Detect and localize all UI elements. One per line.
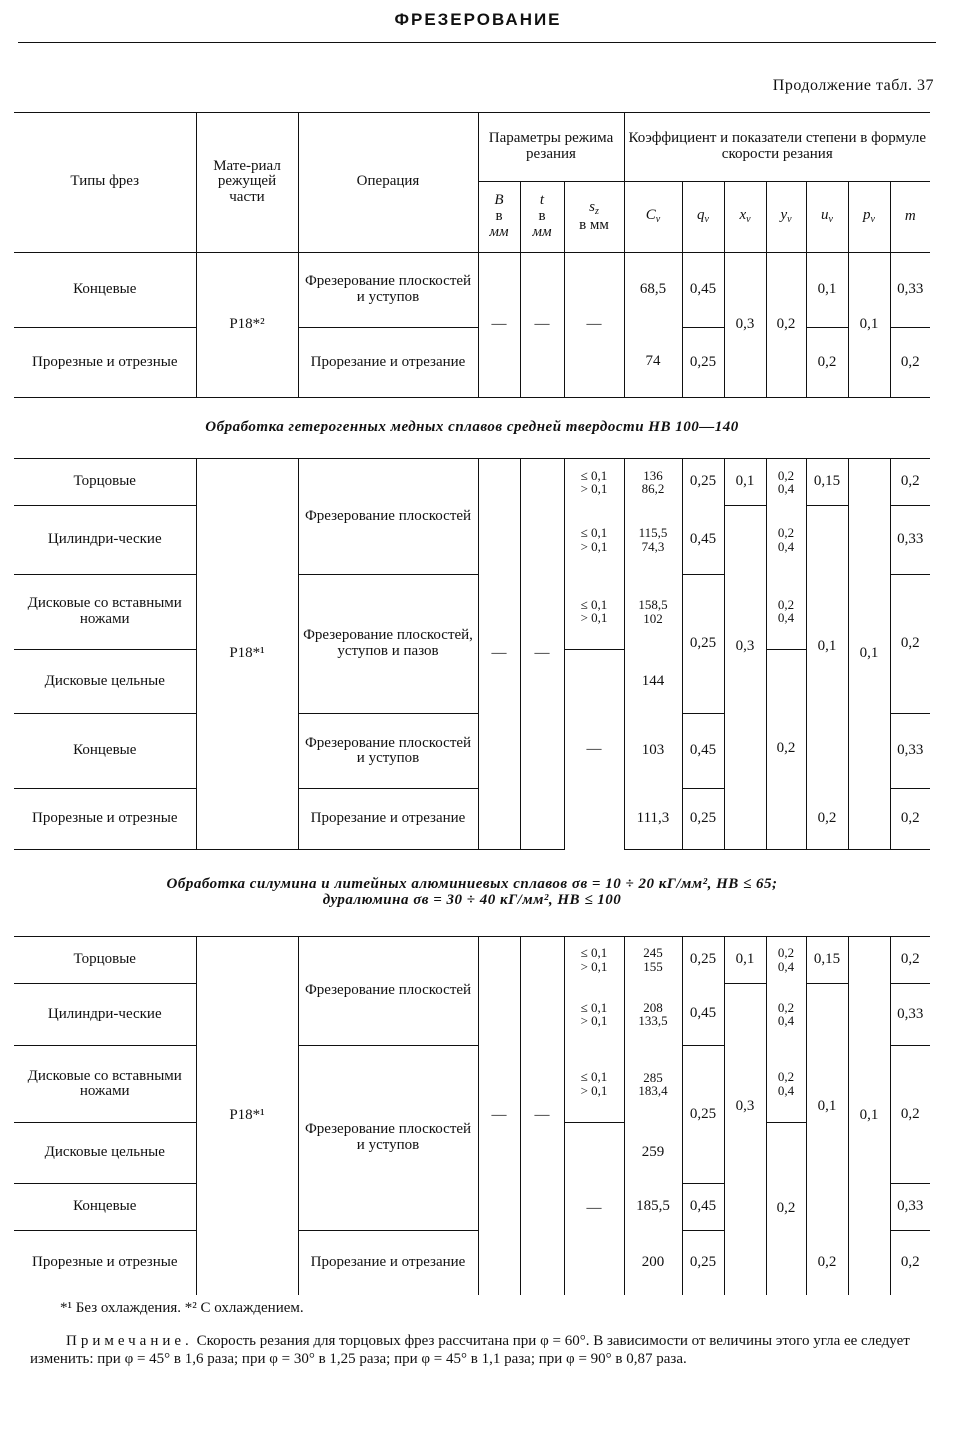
s1-row1-uv: 0,1 — [806, 252, 848, 327]
s2-r5-type: Концевые — [14, 714, 196, 789]
footnotes: *¹ Без охлаждения. *² С охлаждением. — [60, 1300, 304, 1316]
s3-r1-m: 0,2 — [890, 937, 930, 984]
s3-r2-type: Цилиндри-ческие — [14, 983, 196, 1046]
col-operation: Операция — [298, 113, 478, 253]
note-label: Примечание. — [66, 1333, 193, 1349]
s3-r6-type: Прорезные и отрезные — [14, 1230, 196, 1295]
s2-op-ledges: Фрезерование плоскостей и уступов — [298, 714, 478, 789]
s1-row2-type: Прорезные и отрезные — [14, 327, 196, 398]
s2-r6-qv: 0,25 — [682, 789, 724, 850]
s3-title-line2: дуралюмина σв = 30 ÷ 40 кГ/мм², НВ ≤ 100 — [322, 891, 622, 908]
s3-r1-yv: 0,2 0,4 — [766, 937, 806, 984]
s2-op-grooves: Фрезерование плоскостей, уступов и пазов — [298, 574, 478, 714]
s1-xv: 0,3 — [724, 252, 766, 398]
s2-title: Обработка гетерогенных медных сплавов средней твердости НВ 100—140 — [14, 398, 930, 459]
s2-r2-Cv: 115,5 74,3 — [624, 505, 682, 574]
s3-r2-yv: 0,2 0,4 — [766, 983, 806, 1046]
page-header: ФРЕЗЕРОВАНИЕ — [394, 10, 562, 29]
s1-row2-qv: 0,25 — [682, 327, 724, 398]
note-text: Скорость резания для торцовых фрез рассчитана при φ = 60°. В зависимости от величины этого угла ее следует изменить: при φ = 45° в 1,6 раза; при φ = 30° в 1,25 раза; при φ = 45° в 1,1 раза; при φ = 90° в 0,87 раза. — [30, 1333, 910, 1367]
s3-t: — — [520, 937, 564, 1296]
s1-row1-op: Фрезерование плоскостей и уступов — [298, 252, 478, 327]
s3-r1-Cv: 245 155 — [624, 937, 682, 984]
s3-title-line1: Обработка силумина и литейных алюминиевых сплавов σв = 10 ÷ 20 кГ/мм², НВ ≤ 65; — [166, 876, 778, 893]
s3-r6-qv: 0,25 — [682, 1230, 724, 1295]
s3-r4-type: Дисковые цельные — [14, 1123, 196, 1184]
s2-qv-mid: 0,25 — [682, 574, 724, 714]
s1-row2-m: 0,2 — [890, 327, 930, 398]
s2-r4-type: Дисковые цельные — [14, 649, 196, 714]
col-uv: $u_v$ — [806, 181, 848, 252]
s1-row1-qv: 0,45 — [682, 252, 724, 327]
s2-op-flat: Фрезерование плоскостей — [298, 459, 478, 574]
s3-r6-xv-blank — [724, 1230, 766, 1295]
s3-r3-sz: ≤ 0,1 > 0,1 — [564, 1046, 624, 1123]
s1-material: Р18*² — [196, 252, 298, 398]
s1-row1-Cv: 68,5 — [624, 252, 682, 327]
s3-r4-Cv: 259 — [624, 1123, 682, 1184]
s2-r1-xv: 0,1 — [724, 459, 766, 506]
cutting-table — [14, 112, 930, 1295]
s1-row2-uv: 0,2 — [806, 327, 848, 398]
s3-r2-qv: 0,45 — [682, 983, 724, 1046]
s3-title — [14, 849, 930, 936]
s3-qv-mid: 0,25 — [682, 1046, 724, 1184]
s1-row1-type: Концевые — [14, 252, 196, 327]
s3-B: — — [478, 937, 520, 1296]
s3-r1-uv: 0,15 — [806, 937, 848, 984]
s2-r5-m: 0,33 — [890, 714, 930, 789]
s3-r5-type: Концевые — [14, 1184, 196, 1231]
table-continuation: Продолжение табл. 37 — [772, 77, 934, 94]
s2-r3-type: Дисковые со вставными ножами — [14, 574, 196, 649]
s1-pv: 0,1 — [848, 252, 890, 398]
s2-m-mid: 0,2 — [890, 574, 930, 714]
s3-r6-Cv: 200 — [624, 1230, 682, 1295]
s2-r6-xv-blank — [724, 789, 766, 850]
s2-t: — — [520, 459, 564, 850]
s3-r1-type: Торцовые — [14, 937, 196, 984]
s2-r3-sz: ≤ 0,1 > 0,1 — [564, 574, 624, 649]
s3-r6-m: 0,2 — [900, 1253, 920, 1270]
s3-r6-uv: 0,2 — [806, 1230, 848, 1295]
s2-r3-yv: 0,2 0,4 — [766, 574, 806, 649]
s3-op-cut: Прорезание и отрезание — [298, 1230, 478, 1295]
col-t: t в мм — [520, 181, 564, 252]
s1-sz: — — [564, 252, 624, 398]
s2-r6-uv: 0,2 — [806, 789, 848, 850]
col-B: B в мм — [478, 181, 520, 252]
s3-uv: 0,1 — [806, 983, 848, 1230]
s2-r5-Cv: 103 — [624, 714, 682, 789]
s3-r3-Cv: 285 183,4 — [624, 1046, 682, 1123]
s2-pv: 0,1 — [848, 459, 890, 850]
col-yv: $y_v$ — [766, 181, 806, 252]
s1-row1-m: 0,33 — [890, 252, 930, 327]
s2-r4-Cv: 144 — [624, 649, 682, 714]
s2-r1-Cv: 136 86,2 — [624, 459, 682, 506]
s1-t: — — [520, 252, 564, 398]
s2-uv: 0,1 — [806, 505, 848, 788]
s2-sz-dash: — — [564, 649, 624, 849]
s2-op-cut: Прорезание и отрезание — [298, 789, 478, 850]
s3-r3-type: Дисковые со вставными ножами — [14, 1046, 196, 1123]
header-rule — [18, 42, 936, 43]
s2-material: Р18*¹ — [196, 459, 298, 850]
s2-B: — — [478, 459, 520, 850]
s2-r2-sz: ≤ 0,1 > 0,1 — [564, 505, 624, 574]
col-pv: $p_v$ — [848, 181, 890, 252]
s2-r1-yv: 0,2 0,4 — [766, 459, 806, 506]
s3-r5-qv: 0,45 — [682, 1184, 724, 1231]
s2-r2-type: Цилиндри-ческие — [14, 505, 196, 574]
s2-r6-type: Прорезные и отрезные — [14, 789, 196, 850]
s2-r1-uv: 0,15 — [806, 459, 848, 506]
s3-r1-qv: 0,25 — [682, 937, 724, 984]
col-material: Мате-риал режущей части — [196, 113, 298, 253]
s3-r3-yv: 0,2 0,4 — [766, 1046, 806, 1123]
s3-pv: 0,1 — [848, 937, 890, 1296]
s3-r2-m: 0,33 — [890, 983, 930, 1046]
s1-row2-Cv: 74 — [624, 327, 682, 398]
col-sz: $s_z$ в мм — [564, 181, 624, 252]
s2-r1-sz: ≤ 0,1 > 0,1 — [564, 459, 624, 506]
s2-r5-qv: 0,45 — [682, 714, 724, 789]
note — [30, 1332, 920, 1368]
s3-m-mid: 0,2 — [890, 1046, 930, 1184]
s3-material: Р18*¹ — [196, 937, 298, 1296]
col-params: Параметры режима резания — [478, 113, 624, 182]
col-qv: $q_v$ — [682, 181, 724, 252]
s1-yv: 0,2 — [766, 252, 806, 398]
col-Cv: $C_v$ — [624, 181, 682, 252]
s3-r2-sz: ≤ 0,1 > 0,1 — [564, 983, 624, 1046]
s3-r1-xv: 0,1 — [724, 937, 766, 984]
col-xv: $x_v$ — [724, 181, 766, 252]
s2-r2-yv: 0,2 0,4 — [766, 505, 806, 574]
s3-r2-Cv: 208 133,5 — [624, 983, 682, 1046]
s3-r5-Cv: 185,5 — [624, 1184, 682, 1231]
col-type: Типы фрез — [14, 113, 196, 253]
s3-op-flat: Фрезерование плоскостей — [298, 937, 478, 1046]
s2-r6-m: 0,2 — [890, 789, 930, 850]
s2-r2-m: 0,33 — [890, 505, 930, 574]
col-m: m — [890, 181, 930, 252]
s1-B: — — [478, 252, 520, 398]
s3-yv-ledges: 0,2 — [766, 1123, 806, 1295]
s2-yv-ledges: 0,2 — [766, 649, 806, 849]
s1-row2-op: Прорезание и отрезание — [298, 327, 478, 398]
s2-r1-type: Торцовые — [14, 459, 196, 506]
s3-op-ledges: Фрезерование плоскостей и уступов — [298, 1046, 478, 1230]
s2-r1-qv: 0,25 — [682, 459, 724, 506]
s3-r1-sz: ≤ 0,1 > 0,1 — [564, 937, 624, 984]
s3-r5-m: 0,33 — [890, 1184, 930, 1231]
s2-r2-qv: 0,45 — [682, 505, 724, 574]
s2-r3-Cv: 158,5 102 — [624, 574, 682, 649]
s3-xv: 0,3 — [724, 983, 766, 1230]
s2-r1-m: 0,2 — [890, 459, 930, 506]
col-coeffs: Коэффициент и показатели степени в формуле скорости резания — [624, 113, 930, 182]
s2-r6-Cv: 111,3 — [624, 789, 682, 850]
s2-xv: 0,3 — [724, 505, 766, 788]
s3-sz-dash: — — [564, 1123, 624, 1295]
